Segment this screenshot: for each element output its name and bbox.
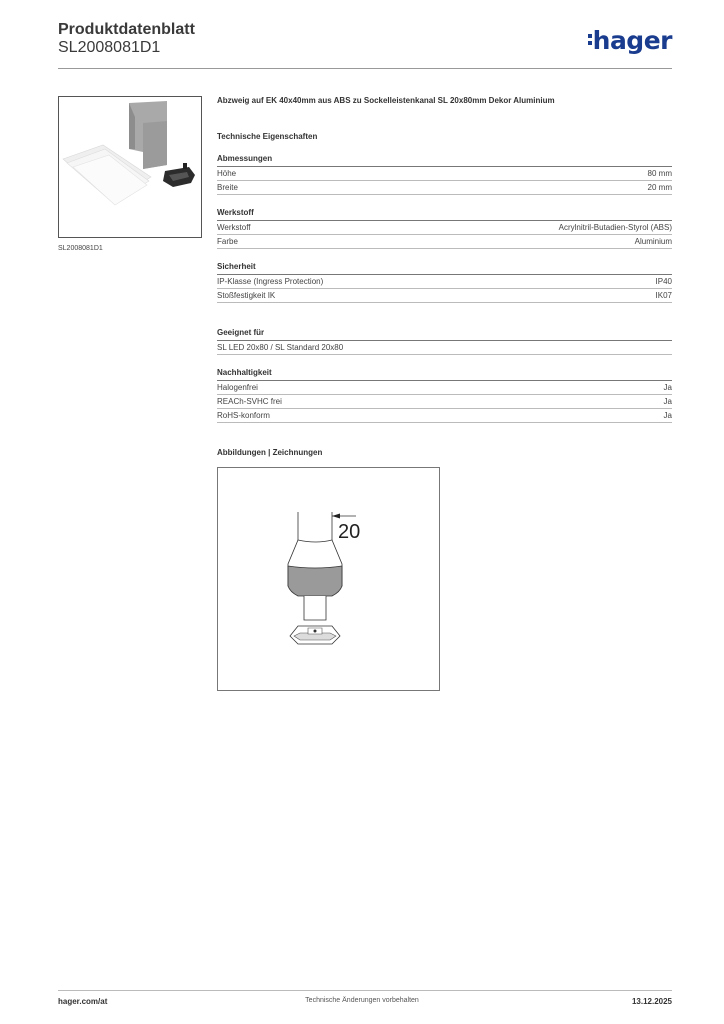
spec-value: IP40 bbox=[655, 277, 672, 286]
spec-value: IK07 bbox=[655, 291, 672, 300]
spec-value: Ja bbox=[663, 397, 672, 406]
spec-row bbox=[217, 221, 672, 235]
spec-label: SL LED 20x80 / SL Standard 20x80 bbox=[217, 343, 344, 352]
section-title: Werkstoff bbox=[217, 208, 672, 221]
spec-label: Breite bbox=[217, 183, 238, 192]
spec-value: Acrylnitril-Butadien-Styrol (ABS) bbox=[558, 223, 672, 232]
spec-row bbox=[217, 341, 672, 355]
spec-row bbox=[217, 395, 672, 409]
spec-row bbox=[217, 275, 672, 289]
spec-label: IP-Klasse (Ingress Protection) bbox=[217, 277, 324, 286]
page-title: Produktdatenblatt bbox=[58, 21, 195, 38]
header-divider bbox=[58, 68, 672, 69]
spec-label: RoHS-konform bbox=[217, 411, 270, 420]
footer-date: 13.12.2025 bbox=[631, 997, 672, 1006]
product-image-caption: SL2008081D1 bbox=[58, 245, 103, 252]
section-title: Abmessungen bbox=[217, 154, 672, 167]
spec-value: 80 mm bbox=[647, 169, 672, 178]
spec-row bbox=[217, 167, 672, 181]
spec-row bbox=[217, 289, 672, 303]
hager-logo bbox=[588, 26, 672, 55]
product-description: Abzweig auf EK 40x40mm aus ABS zu Sockelleistenkanal SL 20x80mm Dekor Aluminium bbox=[217, 96, 555, 105]
spec-value: 20 mm bbox=[647, 183, 672, 192]
footer-divider bbox=[58, 990, 672, 991]
spec-label: Farbe bbox=[217, 237, 238, 246]
spec-label: Höhe bbox=[217, 169, 237, 178]
spec-label: REACh-SVHC frei bbox=[217, 397, 282, 406]
footer-website: hager.com/at bbox=[58, 997, 108, 1006]
section-title: Sicherheit bbox=[217, 262, 672, 275]
section-sicherheit bbox=[217, 262, 672, 303]
spec-value: Aluminium bbox=[634, 237, 672, 246]
specification-column bbox=[217, 96, 672, 423]
spec-row bbox=[217, 409, 672, 423]
section-abmessungen bbox=[217, 154, 672, 195]
spec-label: Halogenfrei bbox=[217, 383, 258, 392]
spec-row bbox=[217, 235, 672, 249]
section-title: Geeignet für bbox=[217, 328, 672, 341]
logo-text: hager bbox=[592, 26, 672, 55]
dimension-drawing bbox=[218, 468, 439, 690]
figures-heading: Abbildungen | Zeichnungen bbox=[217, 448, 323, 457]
product-image bbox=[58, 96, 202, 238]
spec-value: Ja bbox=[663, 411, 672, 420]
section-nachhaltigkeit bbox=[217, 368, 672, 423]
spec-label: Stoßfestigkeit IK bbox=[217, 291, 276, 300]
section-werkstoff bbox=[217, 208, 672, 249]
dimension-label: 20 bbox=[338, 521, 361, 543]
section-title: Nachhaltigkeit bbox=[217, 368, 672, 381]
section-geeignet bbox=[217, 328, 672, 355]
spec-value: Ja bbox=[663, 383, 672, 392]
spec-label: Werkstoff bbox=[217, 223, 251, 232]
spec-row bbox=[217, 181, 672, 195]
logo-dots-icon bbox=[588, 34, 592, 48]
technical-drawing bbox=[217, 467, 440, 691]
product-code: SL2008081D1 bbox=[58, 39, 161, 56]
product-photo-illustration bbox=[59, 97, 201, 237]
technical-properties-heading: Technische Eigenschaften bbox=[217, 132, 318, 141]
spec-row bbox=[217, 381, 672, 395]
footer-disclaimer: Technische Änderungen vorbehalten bbox=[305, 997, 419, 1004]
